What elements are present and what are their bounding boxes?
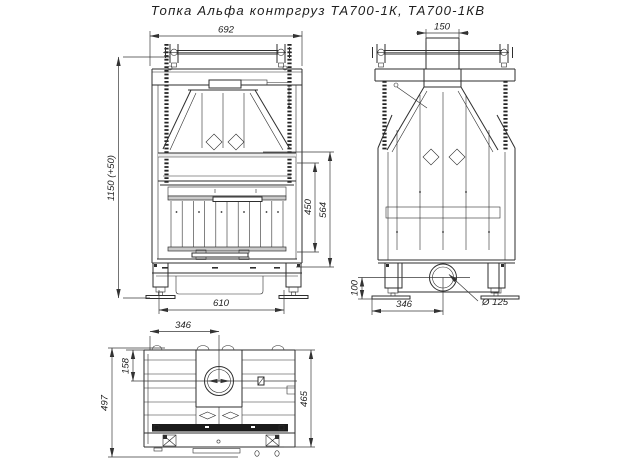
dim-height-overall — [106, 57, 170, 298]
hood — [163, 90, 290, 150]
hook — [394, 83, 398, 87]
front-left-leg — [146, 263, 175, 299]
front-frame — [144, 433, 295, 456]
right-pulley — [277, 44, 292, 70]
rear-diamond-right — [449, 149, 465, 165]
rear-hood — [378, 87, 515, 260]
svg-text:346: 346 — [395, 299, 413, 310]
door-handle — [192, 250, 249, 260]
svg-text:150: 150 — [433, 21, 451, 33]
svg-text:346: 346 — [174, 320, 192, 331]
dim-width-top — [150, 25, 302, 67]
svg-text:1150 (+50): 1150 (+50) — [106, 155, 117, 201]
door — [160, 185, 294, 251]
frame-foot-right — [266, 435, 279, 446]
hood-diamond-left — [206, 134, 222, 150]
door-slats — [171, 197, 283, 247]
svg-text:450: 450 — [303, 198, 314, 216]
dim-flue-offset-y — [121, 350, 145, 381]
svg-text:497: 497 — [99, 394, 111, 412]
rear-tubes — [386, 92, 500, 250]
dim-depth-body — [284, 350, 315, 447]
flue-collar — [424, 38, 461, 87]
drawing-title: Топка Альфа контргруз ТА700-1К, ТА700-1КВ — [150, 3, 486, 18]
svg-text:158: 158 — [120, 357, 132, 375]
rear-left-pulley — [373, 44, 386, 67]
svg-text:610: 610 — [212, 298, 230, 309]
shelf-band — [158, 153, 296, 181]
glass-band — [152, 424, 288, 432]
rear-left-leg — [372, 263, 410, 299]
dim-flue-diameter — [449, 275, 509, 309]
frame-foot-left — [163, 435, 176, 446]
right-bracket — [287, 386, 295, 394]
hood-diamond-right — [228, 134, 244, 150]
front-bar — [193, 449, 240, 454]
rear-right-pulley — [500, 44, 513, 67]
rear-view — [350, 22, 520, 316]
dim-collar-width — [416, 22, 469, 43]
dim-flue-offset-x — [150, 320, 219, 350]
rear-right-leg — [481, 263, 519, 299]
svg-text:465: 465 — [299, 390, 310, 408]
rear-shaft — [377, 51, 509, 55]
svg-text:564: 564 — [318, 201, 329, 219]
top-diamond-right — [223, 412, 239, 419]
front-view — [106, 25, 334, 315]
svg-text:Ø 125: Ø 125 — [482, 297, 509, 308]
dim-glass-height — [297, 163, 319, 252]
rear-top-plate — [375, 69, 515, 81]
damper-slider — [209, 80, 290, 108]
svg-text:692: 692 — [217, 24, 235, 36]
glass-bottom-band — [168, 247, 286, 251]
svg-text:100: 100 — [349, 279, 361, 297]
rear-diamond-left — [423, 149, 439, 165]
counterweight-shaft — [169, 51, 286, 55]
top-diamond-left — [200, 412, 216, 419]
front-right-leg — [279, 263, 308, 299]
ash-drawer — [176, 276, 263, 294]
base-platform — [152, 259, 302, 294]
top-view — [100, 320, 316, 457]
